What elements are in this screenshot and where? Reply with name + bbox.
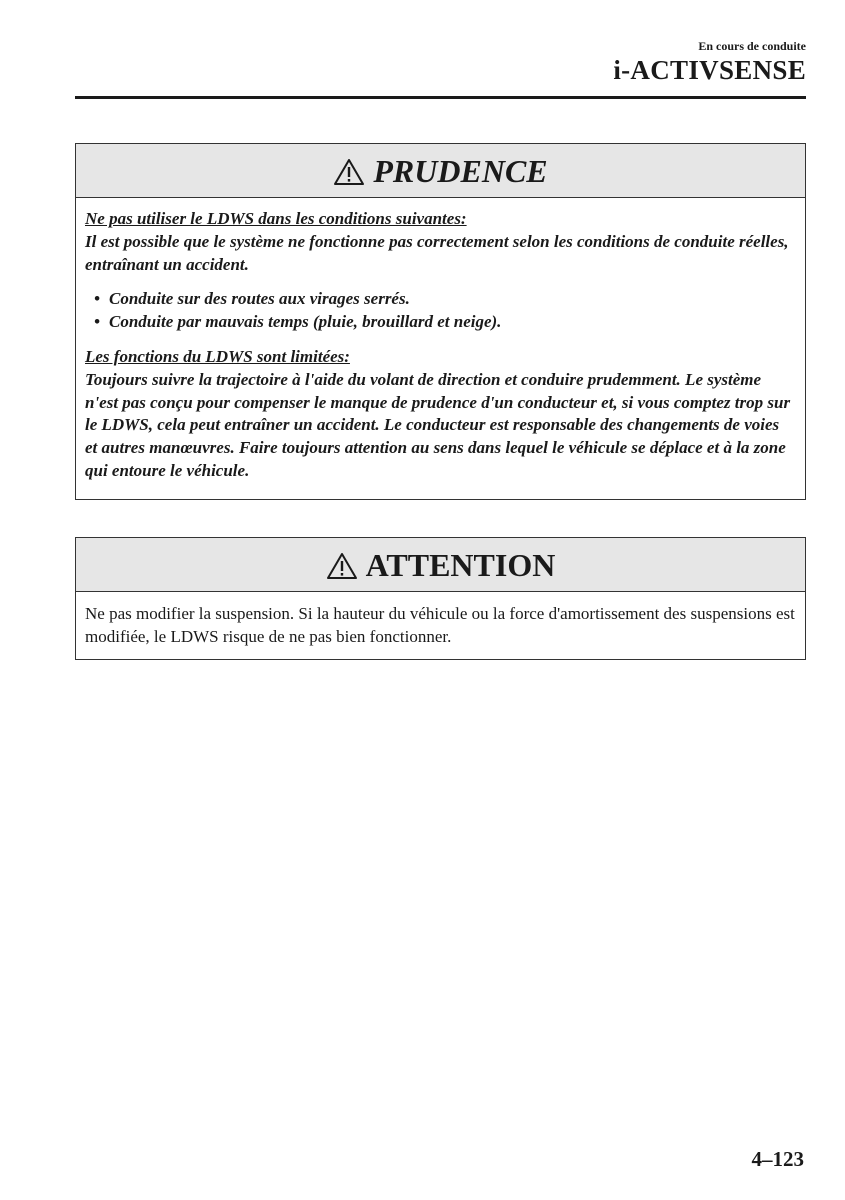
attention-box-header — [76, 538, 805, 592]
caution-paragraph-conditions: Il est possible que le système ne fonctionne pas correctement selon les conditions de conduite réelles, entraînant un accident. — [85, 231, 789, 274]
header-divider — [75, 96, 806, 99]
attention-body — [76, 592, 805, 648]
caution-body — [76, 198, 805, 483]
list-item-text: Conduite sur des routes aux virages serrés. — [109, 289, 410, 309]
list-item-text: Conduite par mauvais temps (pluie, brouillard et neige). — [109, 312, 502, 332]
caution-box — [75, 143, 806, 500]
warning-triangle-icon — [333, 158, 365, 186]
caution-heading-conditions: Ne pas utiliser le LDWS dans les conditions suivantes: — [85, 209, 467, 228]
attention-title: ATTENTION — [365, 546, 556, 583]
warning-triangle-icon — [326, 552, 358, 580]
caution-title: PRUDENCE — [373, 152, 548, 189]
list-item — [85, 288, 795, 311]
header-chapter-title: i-ACTIVSENSE — [613, 55, 806, 85]
list-item — [85, 311, 795, 334]
attention-paragraph: Ne pas modifier la suspension. Si la hauteur du véhicule ou la force d'amortissement des suspensions est modifiée, le LDWS risque de ne pas bien fonctionner. — [85, 604, 795, 646]
page-number: 4–123 — [751, 1147, 804, 1171]
header-section-title: En cours de conduite — [698, 39, 806, 53]
caution-bullet-list — [85, 288, 795, 334]
caution-paragraph-limits: Toujours suivre la trajectoire à l'aide du volant de direction et conduire prudemment. Le système n'est pas conçu pour compenser le manque de prudence d'un conducteur et, si vous comptez trop sur le LDWS, cela peut entraîner un accident. Le conducteur est responsable des changements de voies et autres manœuvres. Faire toujours attention au sens dans lequel le véhicule se déplace et à la zone qui entoure le véhicule. — [85, 369, 791, 480]
caution-box-header — [76, 144, 805, 198]
bullet-marker: • — [94, 289, 100, 309]
attention-box — [75, 537, 806, 660]
running-header — [75, 38, 806, 85]
bullet-marker: • — [94, 312, 100, 332]
caution-heading-limits: Les fonctions du LDWS sont limitées: — [85, 346, 350, 366]
